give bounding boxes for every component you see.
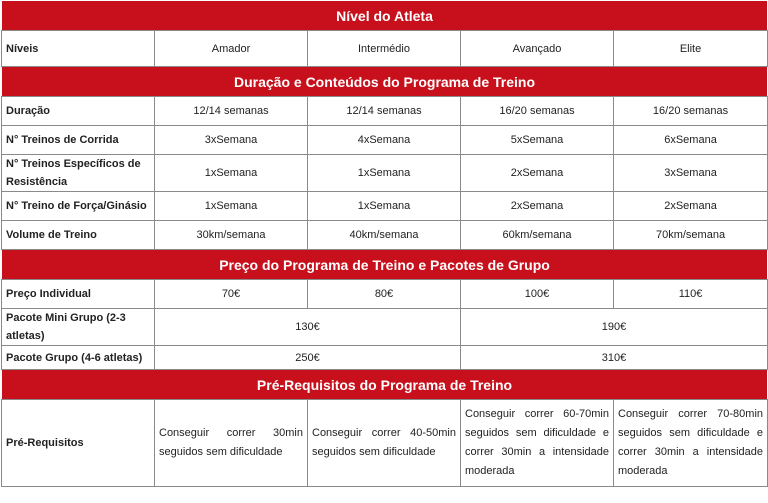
cell-value: 1xSemana [155, 155, 308, 192]
price-value: 80€ [308, 280, 461, 309]
price-value: 310€ [461, 346, 768, 370]
table-row-volume [2, 221, 768, 250]
row-label: Pacote Grupo (4-6 atletas) [2, 346, 155, 370]
section-header-duration [2, 67, 768, 97]
section-header-price [2, 250, 768, 280]
section-header-athlete-level [2, 1, 768, 31]
price-value: 70€ [155, 280, 308, 309]
cell-value: 1xSemana [308, 192, 461, 221]
price-value: 110€ [614, 280, 768, 309]
section-title: Preço do Programa de Treino e Pacotes de Grupo [2, 250, 768, 280]
training-plan-table [1, 0, 768, 487]
table-row-price-individual [2, 280, 768, 309]
table-row-levels [2, 31, 768, 67]
level-intermedio: Intermédio [308, 31, 461, 67]
cell-value: 12/14 semanas [308, 97, 461, 126]
price-value: 190€ [461, 309, 768, 346]
cell-value: 4xSemana [308, 126, 461, 155]
cell-value: 2xSemana [614, 192, 768, 221]
cell-value: 1xSemana [308, 155, 461, 192]
prereq-elite: Conseguir correr 70-80min seguidos sem dificuldade e correr 30min a intensidade moderada [614, 400, 768, 487]
section-title: Duração e Conteúdos do Programa de Treino [2, 67, 768, 97]
cell-value: 5xSemana [461, 126, 614, 155]
cell-value: 40km/semana [308, 221, 461, 250]
section-title: Pré-Requisitos do Programa de Treino [2, 370, 768, 400]
cell-value: 30km/semana [155, 221, 308, 250]
table-row-prerequisites [2, 400, 768, 487]
level-avancado: Avançado [461, 31, 614, 67]
cell-value: 1xSemana [155, 192, 308, 221]
price-value: 100€ [461, 280, 614, 309]
row-label: Preço Individual [2, 280, 155, 309]
table-row-price-mini-group [2, 309, 768, 346]
cell-value: 2xSemana [461, 192, 614, 221]
cell-value: 6xSemana [614, 126, 768, 155]
cell-value: 16/20 semanas [614, 97, 768, 126]
cell-value: 70km/semana [614, 221, 768, 250]
table-row-duration [2, 97, 768, 126]
cell-value: 60km/semana [461, 221, 614, 250]
cell-value: 3xSemana [155, 126, 308, 155]
row-label: Duração [2, 97, 155, 126]
row-label: N° Treinos de Corrida [2, 126, 155, 155]
cell-value: 2xSemana [461, 155, 614, 192]
section-header-prerequisites [2, 370, 768, 400]
level-elite: Elite [614, 31, 768, 67]
prereq-amador: Conseguir correr 30min seguidos sem dificuldade [155, 400, 308, 487]
table-row-strength [2, 192, 768, 221]
row-label: Pré-Requisitos [2, 400, 155, 487]
table-row-resistance [2, 155, 768, 192]
price-value: 130€ [155, 309, 461, 346]
row-label: Pacote Mini Grupo (2-3 atletas) [2, 309, 155, 346]
row-label: Volume de Treino [2, 221, 155, 250]
prereq-avancado: Conseguir correr 60-70min seguidos sem dificuldade e correr 30min a intensidade moderada [461, 400, 614, 487]
cell-value: 16/20 semanas [461, 97, 614, 126]
cell-value: 3xSemana [614, 155, 768, 192]
section-title: Nível do Atleta [2, 1, 768, 31]
cell-value: 12/14 semanas [155, 97, 308, 126]
row-label: Níveis [2, 31, 155, 67]
prereq-intermedio: Conseguir correr 40-50min seguidos sem dificuldade [308, 400, 461, 487]
level-amador: Amador [155, 31, 308, 67]
price-value: 250€ [155, 346, 461, 370]
table-row-running [2, 126, 768, 155]
table-row-price-group [2, 346, 768, 370]
row-label: N° Treino de Força/Ginásio [2, 192, 155, 221]
row-label: N° Treinos Específicos de Resistência [2, 155, 155, 192]
